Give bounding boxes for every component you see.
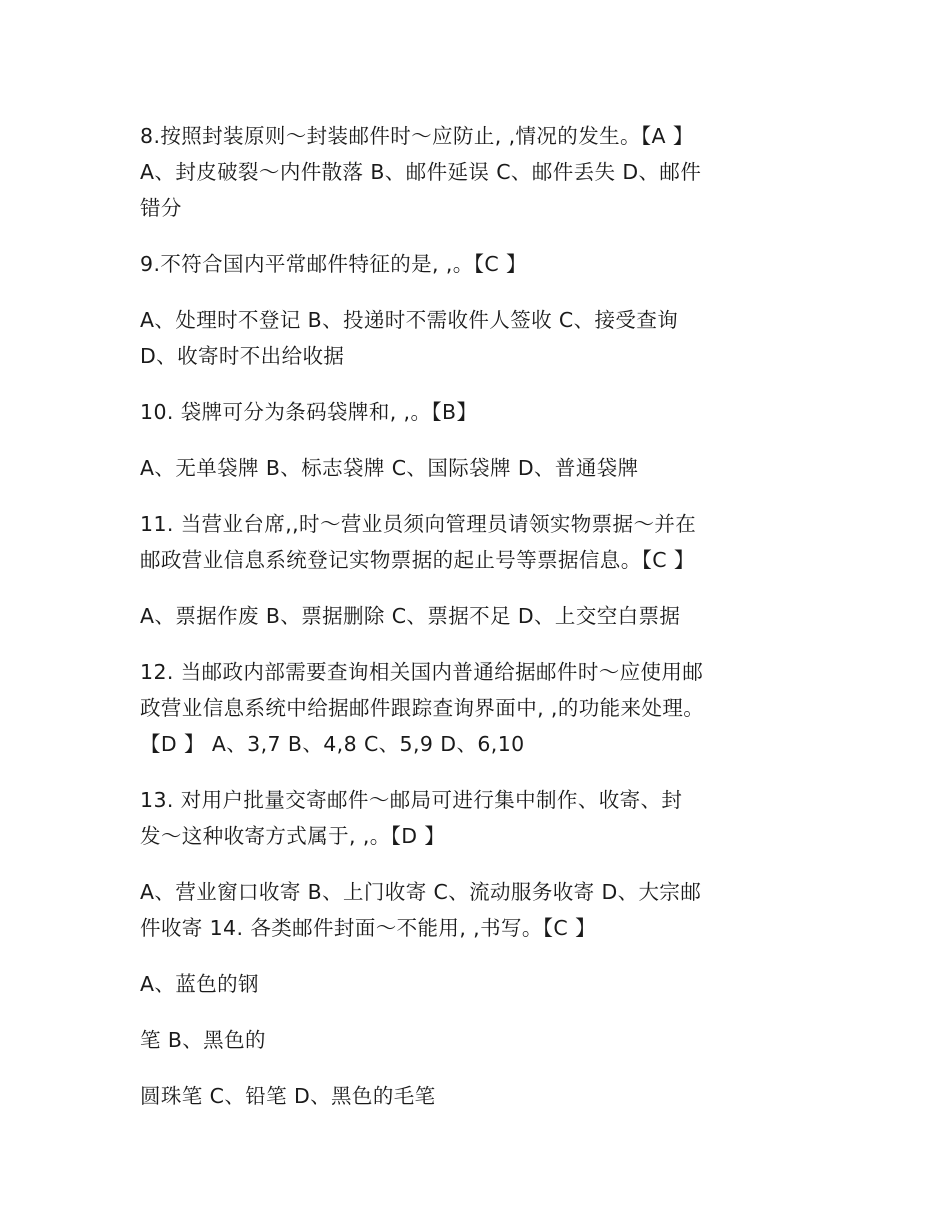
question-14-option-b	[140, 1022, 820, 1058]
question-14-option-a	[140, 966, 820, 1002]
question-9-options	[140, 302, 820, 374]
text-line: A、处理时不登记 B、投递时不需收件人签收 C、接受查询	[140, 308, 679, 332]
text-line: 11. 当营业台席,,时～营业员须向管理员请领实物票据～并在	[140, 512, 697, 536]
question-11-options	[140, 598, 820, 634]
text-line: 9.不符合国内平常邮件特征的是, ,。【C 】	[140, 252, 527, 276]
text-line: A、营业窗口收寄 B、上门收寄 C、流动服务收寄 D、大宗邮	[140, 880, 702, 904]
question-13	[140, 782, 820, 854]
question-11	[140, 506, 820, 578]
question-9	[140, 246, 820, 282]
text-line: A、蓝色的钢	[140, 972, 259, 996]
question-12	[140, 654, 820, 762]
text-line: 笔 B、黑色的	[140, 1028, 266, 1052]
text-line: 8.按照封装原则～封装邮件时～应防止, ,情况的发生。【A 】	[140, 124, 694, 148]
text-line: 邮政营业信息系统登记实物票据的起止号等票据信息。【C 】	[140, 548, 695, 572]
text-line: 13. 对用户批量交寄邮件～邮局可进行集中制作、收寄、封	[140, 788, 683, 812]
text-line: A、票据作废 B、票据删除 C、票据不足 D、上交空白票据	[140, 604, 681, 628]
question-10	[140, 394, 820, 430]
text-line: 件收寄 14. 各类邮件封面～不能用, ,书写。【C 】	[140, 916, 596, 940]
question-10-options	[140, 450, 820, 486]
text-line: 【D 】 A、3,7 B、4,8 C、5,9 D、6,10	[140, 732, 525, 756]
text-line: 发～这种收寄方式属于, ,。【D 】	[140, 824, 446, 848]
text-line: 10. 袋牌可分为条码袋牌和, ,。【B】	[140, 400, 478, 424]
text-line: 错分	[140, 196, 182, 220]
question-14-option-c-d	[140, 1078, 820, 1114]
text-line: 圆珠笔 C、铅笔 D、黑色的毛笔	[140, 1084, 436, 1108]
text-line: 12. 当邮政内部需要查询相关国内普通给据邮件时～应使用邮	[140, 660, 704, 684]
document-body	[140, 118, 820, 1134]
text-line: A、无单袋牌 B、标志袋牌 C、国际袋牌 D、普通袋牌	[140, 456, 639, 480]
text-line: D、收寄时不出给收据	[140, 344, 345, 368]
question-8	[140, 118, 820, 226]
question-13-options	[140, 874, 820, 946]
text-line: A、封皮破裂～内件散落 B、邮件延误 C、邮件丢失 D、邮件	[140, 160, 702, 184]
text-line: 政营业信息系统中给据邮件跟踪查询界面中, ,的功能来处理。	[140, 696, 705, 720]
